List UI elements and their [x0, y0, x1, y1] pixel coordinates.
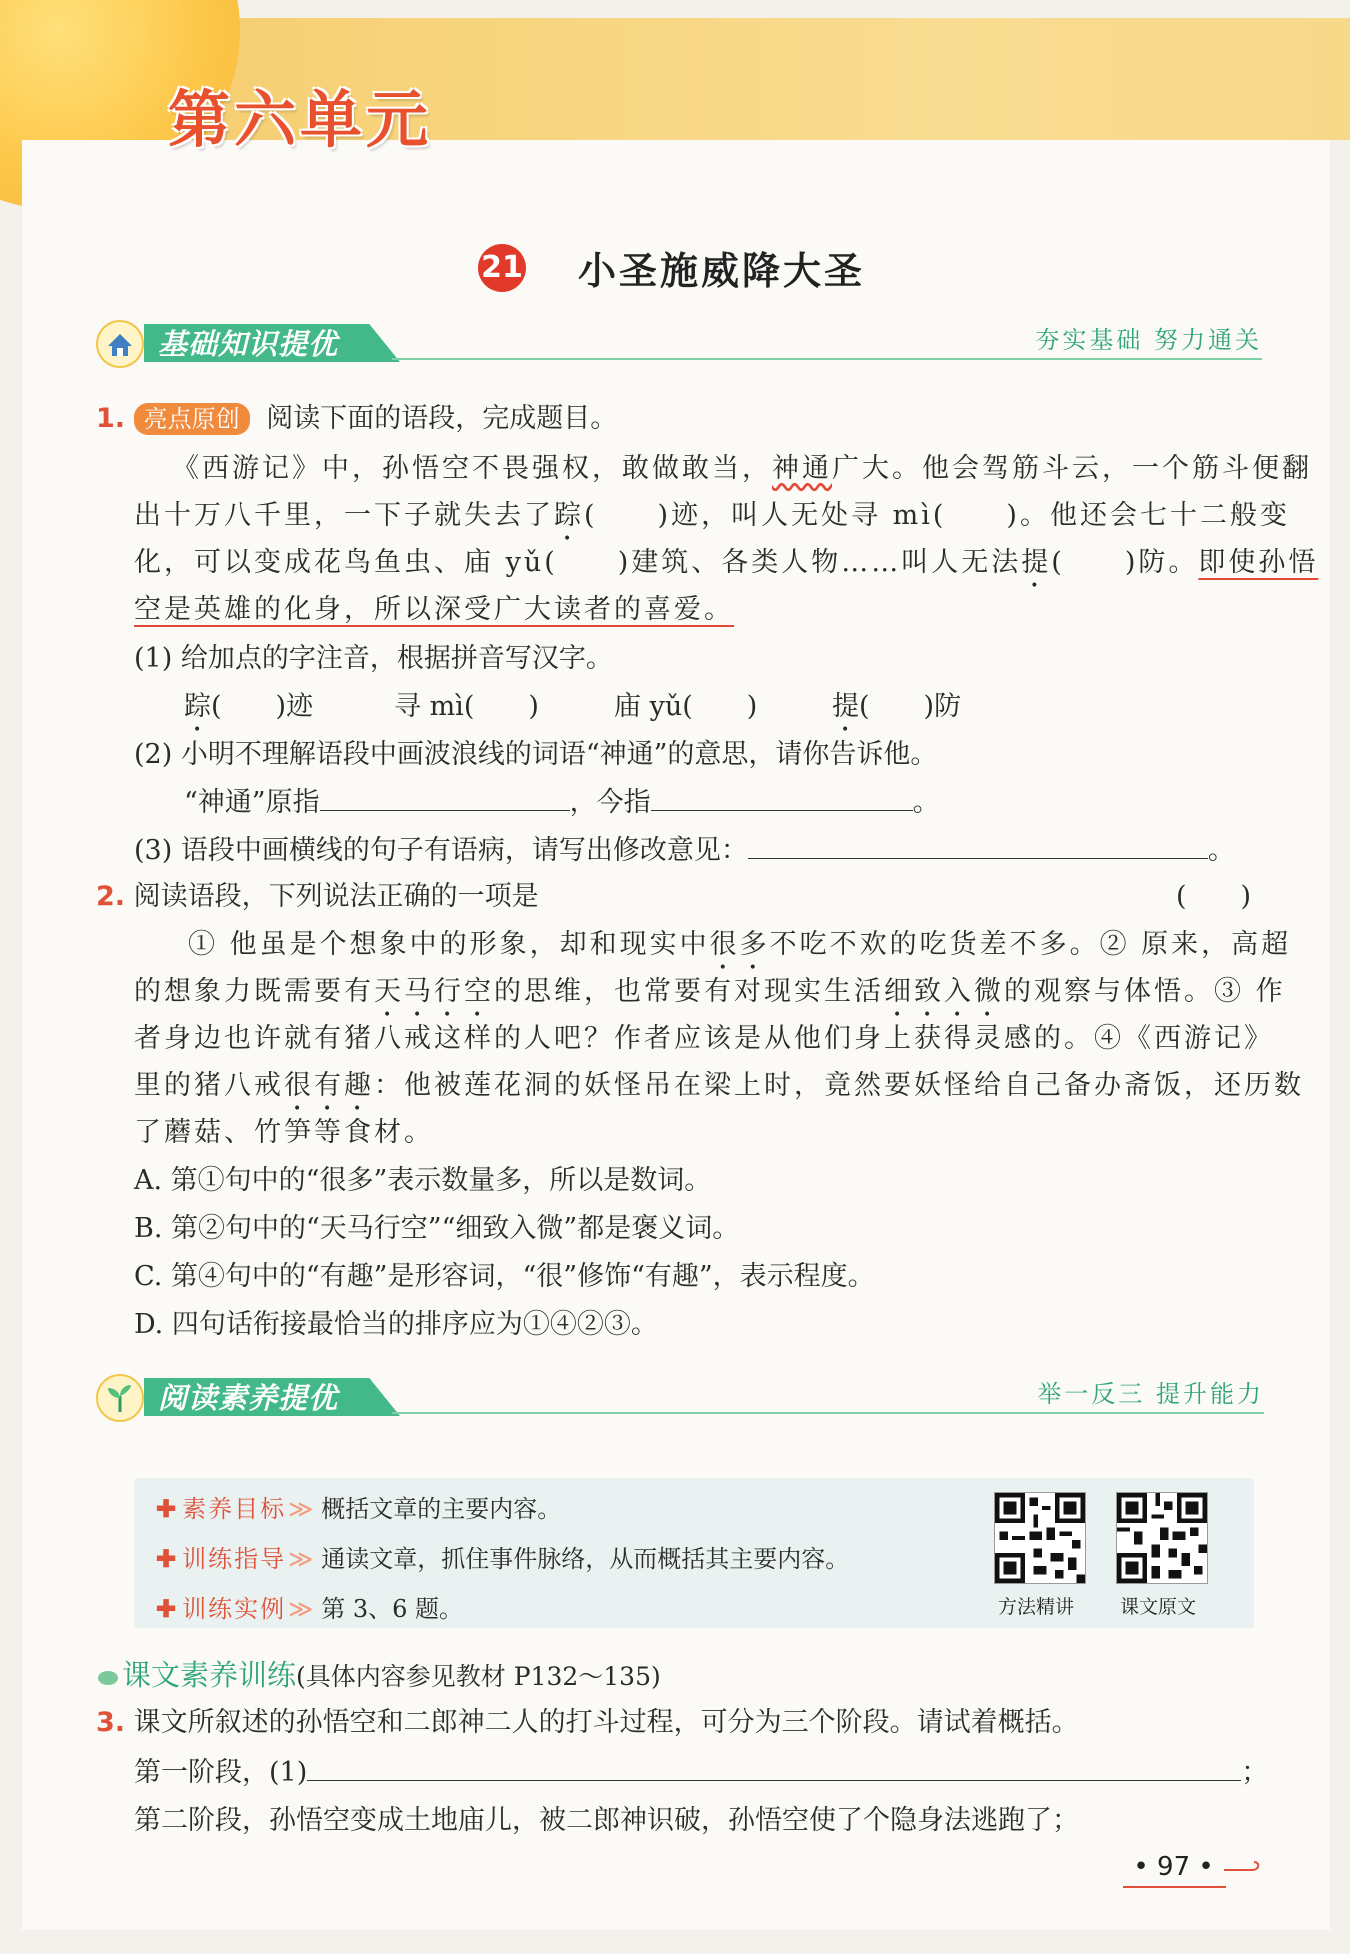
divider	[392, 358, 1262, 360]
question-1-header	[96, 400, 617, 438]
passage-line: 的想象力既需要有天马行空的思维，也常要有对现实生活细致入微的观察与体悟。③ 作	[134, 976, 1286, 1007]
passage-line: 出十万八千里，一下子就失去了踪( )迹，叫人无处寻 mì( )。他还会七十二般变	[134, 500, 1290, 531]
sub-question-1: (1) 给加点的字注音，根据拼音写汉字。	[134, 643, 613, 674]
kewen-heading: 课文素养训练(具体内容参见教材 P132～135)	[98, 1656, 661, 1696]
qr-caption: 课文原文	[1120, 1596, 1197, 1618]
divider	[392, 1412, 1264, 1414]
question-prompt: 阅读语段，下列说法正确的一项是	[133, 881, 539, 912]
plus-icon: ✚	[156, 1544, 179, 1573]
leaf-icon	[98, 1671, 118, 1685]
underlined-sentence: 即使孙悟	[1198, 547, 1319, 578]
answer-blank[interactable]	[748, 832, 1208, 859]
answer-blank[interactable]	[651, 784, 913, 811]
question-number: 3.	[96, 1707, 126, 1738]
question-2-header	[96, 878, 539, 916]
underlined-sentence: 空是英雄的化身，所以深受广大读者的喜爱。	[134, 594, 734, 625]
question-prompt: 阅读下面的语段，完成题目。	[266, 403, 618, 434]
lesson-title: 小圣施威降大圣	[578, 248, 866, 293]
passage-line: 化，可以变成花鸟鱼虫、庙 yǔ( )建筑、各类人物……叫人无法提( )防。即使孙悟	[134, 547, 1319, 578]
house-icon	[96, 320, 144, 368]
option-d[interactable]: D. 四句话衔接最恰当的排序应为①④②③。	[134, 1309, 658, 1340]
sub1-item: 庙 yǔ( )	[614, 691, 758, 722]
passage-line: 了蘑菇、竹笋等食材。	[134, 1117, 434, 1148]
section-basic-banner	[92, 318, 1262, 366]
section-reading-banner	[92, 1372, 1264, 1420]
dotted-char: 提	[1021, 547, 1052, 578]
qr-code-icon[interactable]	[1116, 1492, 1208, 1584]
sub-question-2: (2) 小明不理解语段中画波浪线的词语“神通”的意思，请你告诉他。	[134, 739, 938, 770]
qr-code-icon[interactable]	[994, 1492, 1086, 1584]
question-prompt: 课文所叙述的孙悟空和二郎神二人的打斗过程，可分为三个阶段。请试着概括。	[133, 1707, 1079, 1738]
section-tag-label: 阅读素养提优	[158, 1381, 339, 1415]
goals-box	[134, 1478, 1254, 1628]
wavy-word: 神通	[772, 453, 832, 484]
passage-line: 里的猪八戒很有趣：他被莲花洞的妖怪吊在梁上时，竟然要妖怪给自己备办斋饭，还历数	[134, 1070, 1304, 1101]
answer-blank[interactable]	[307, 1754, 1241, 1781]
option-b[interactable]: B. 第②句中的“天马行空”“细致入微”都是褒义词。	[134, 1213, 740, 1244]
chevron-right-icon: ≫	[288, 1595, 316, 1623]
goal-row: ✚ 训练指导≫ 通读文章，抓住事件脉络，从而概括其主要内容。	[156, 1544, 850, 1573]
goal-row: ✚ 素养目标≫ 概括文章的主要内容。	[156, 1494, 562, 1523]
answer-blank[interactable]	[320, 784, 570, 811]
unit-title: 第六单元	[168, 83, 433, 156]
sub-question-3: (3) 语段中画横线的句子有语病，请写出修改意见： 。	[134, 832, 1235, 870]
sprout-icon	[96, 1374, 144, 1422]
curl-icon	[1222, 1858, 1262, 1878]
sub1-item: 寻 mì( )	[394, 691, 539, 722]
answer-paren[interactable]: ( )	[1176, 881, 1252, 912]
stage-1-line: 第一阶段，(1) ；	[134, 1754, 1268, 1792]
goal-row: ✚ 训练实例≫ 第 3、6 题。	[156, 1594, 464, 1623]
lesson-number: 21	[478, 244, 526, 292]
dotted-char: 踪	[554, 500, 584, 531]
option-a[interactable]: A. 第①句中的“很多”表示数量多，所以是数词。	[134, 1165, 712, 1196]
qr-caption: 方法精讲	[998, 1596, 1075, 1618]
page-number: • 97 •	[1133, 1852, 1262, 1882]
sub2-answer-line: “神通”原指 ，今指 。	[184, 784, 940, 822]
section-slogan: 举一反三 提升能力	[1037, 1380, 1264, 1408]
section-tag-label: 基础知识提优	[158, 327, 339, 361]
passage-line: 者身边也许就有猪八戒这样的人吧？作者应该是从他们身上获得灵感的。④《西游记》	[134, 1023, 1274, 1054]
stage-2-line: 第二阶段，孙悟空变成土地庙儿，被二郎神识破，孙悟空使了个隐身法逃跑了；	[134, 1805, 1079, 1836]
plus-icon: ✚	[156, 1594, 179, 1623]
question-number: 2.	[96, 881, 126, 912]
section-slogan: 夯实基础 努力通关	[1035, 326, 1262, 354]
passage-line: ① 他虽是个想象中的形象，却和现实中很多不吃不欢的吃货差不多。② 原来，高超	[188, 929, 1292, 960]
chevron-right-icon: ≫	[288, 1495, 316, 1523]
sub1-item: 提( )防	[832, 691, 962, 722]
passage-line: 《西游记》中，孙悟空不畏强权，敢做敢当，神通广大。他会驾筋斗云，一个筋斗便翻	[172, 453, 1312, 484]
option-c[interactable]: C. 第④句中的“有趣”是形容词，“很”修饰“有趣”，表示程度。	[134, 1261, 875, 1292]
question-number: 1.	[96, 403, 126, 434]
passage-line	[134, 591, 734, 629]
sub1-item: 踪( )迹	[184, 691, 314, 722]
plus-icon: ✚	[156, 1494, 179, 1523]
question-3-header	[96, 1704, 1079, 1742]
chevron-right-icon: ≫	[288, 1545, 316, 1573]
original-badge: 亮点原创	[134, 403, 250, 435]
